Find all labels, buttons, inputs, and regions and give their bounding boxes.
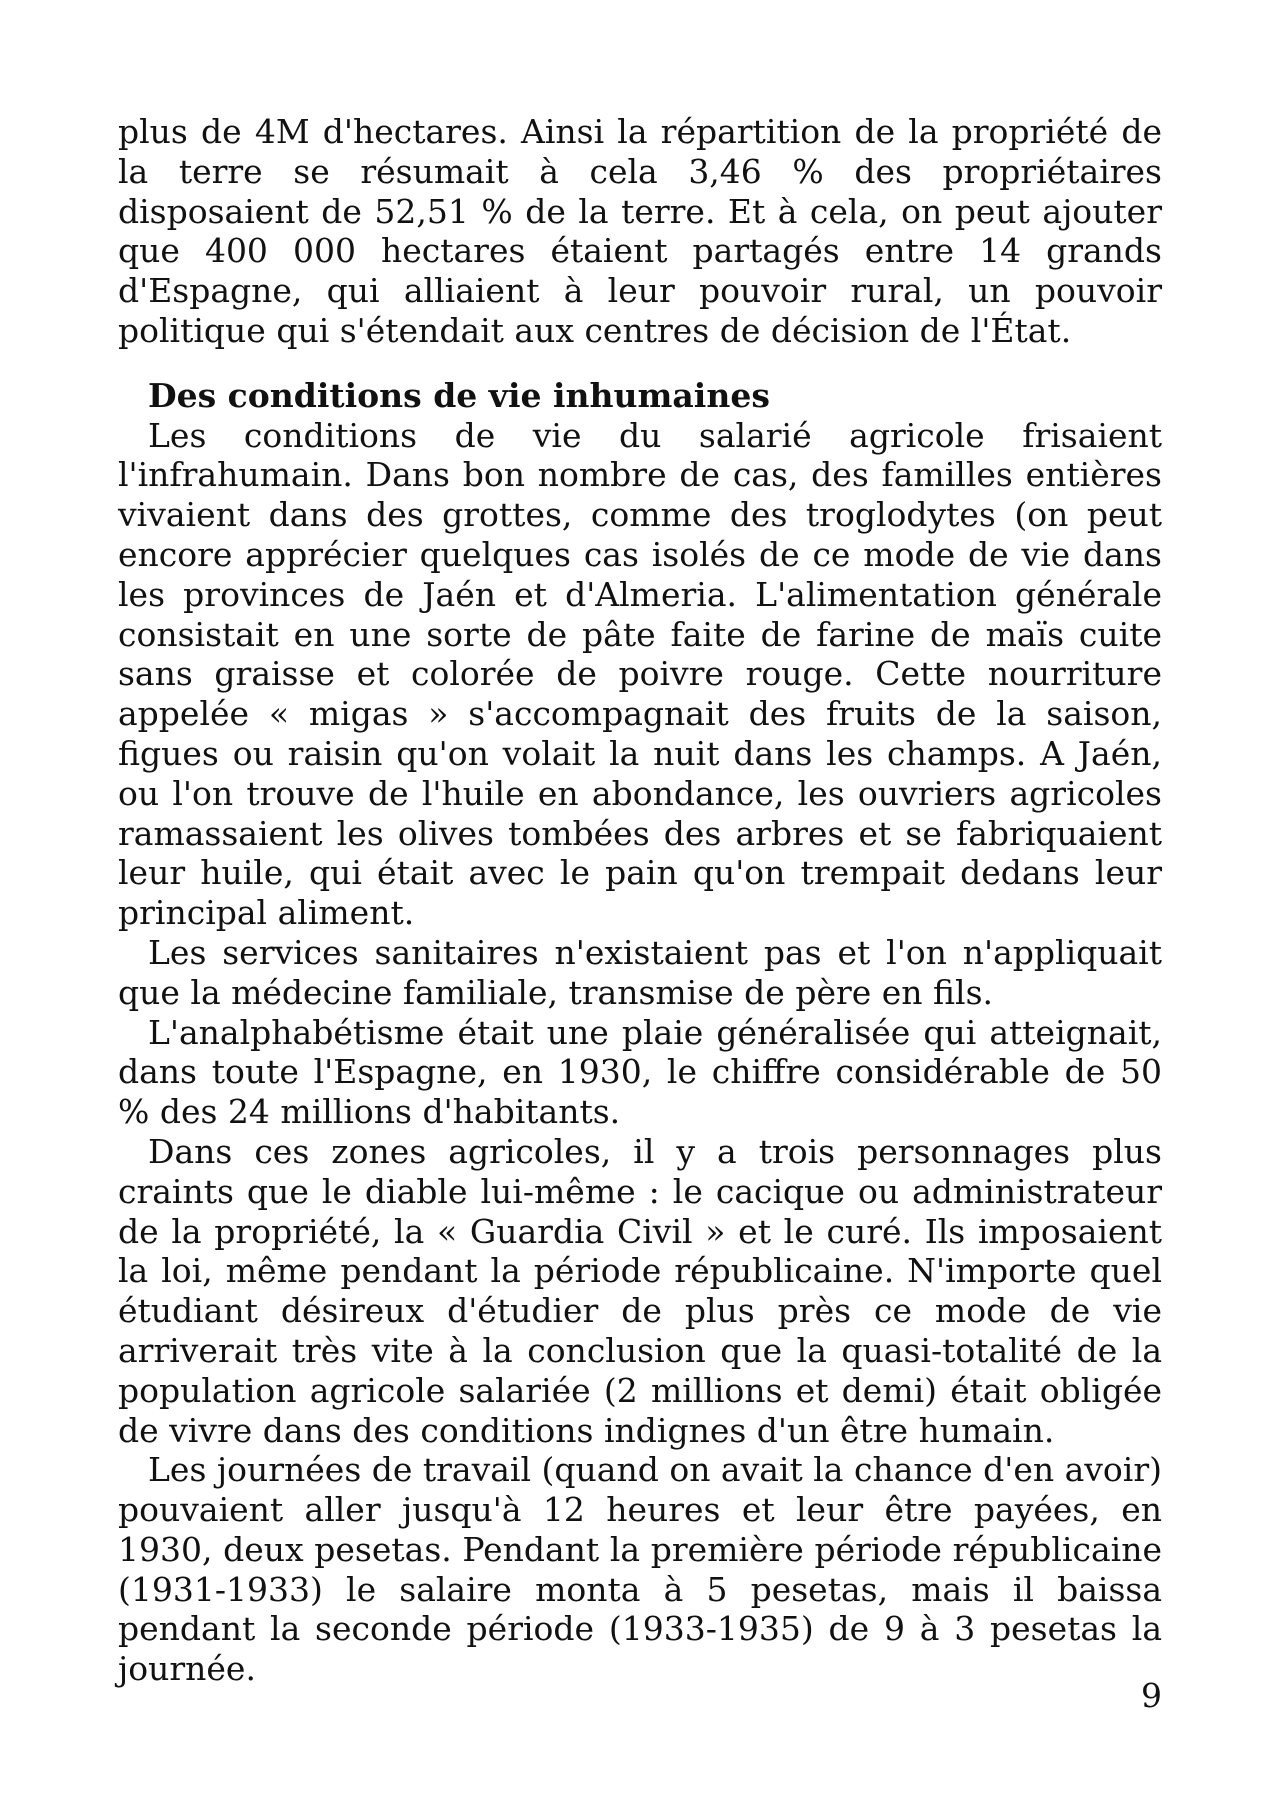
paragraph-working-days: Les journées de travail (quand on avait la chance d'en avoir) pouvaient aller jusqu'à 12 heures et leur être payées, en 1930, deux pesetas. Pendant la première période républicaine (1931-1933) le salaire monta à 5 pesetas, mais il baissa pendant la seconde période (1933-1935) de 9 à 3 pesetas la journée. [118,1450,1162,1689]
paragraph-feared-figures: Dans ces zones agricoles, il y a trois personnages plus craints que le diable lui-même : le cacique ou administrateur de la propriété, la « Guardia Civil » et le curé. Ils imposaient la loi, même pendant la période républicaine. N'importe quel étudiant désireux d'étudier de plus près ce mode de vie arriverait très vite à la conclusion que la quasi-totalité de la population agricole salariée (2 millions et demi) était obligée de vivre dans des conditions indignes d'un être humain. [118,1131,1162,1450]
paragraph-continuation: plus de 4M d'hectares. Ainsi la répartition de la propriété de la terre se résumait à cela 3,46 % des propriétaires disposaient de 52,51 % de la terre. Et à cela, on peut ajouter que 400 000 hectares étaient partagés entre 14 grands d'Espagne, qui alliaient à leur pouvoir rural, un pouvoir politique qui s'étendait aux centres de décision de l'État. [118,112,1162,350]
page-number: 9 [1141,1676,1162,1715]
document-page [118,112,1162,1689]
section-heading: Des conditions de vie inhumaines [148,375,770,415]
paragraph-illiteracy: L'analphabétisme était une plaie généralisée qui atteignait, dans toute l'Espagne, en 1930, le chiffre considérable de 50 % des 24 millions d'habitants. [118,1012,1162,1132]
paragraph-health-services: Les services sanitaires n'existaient pas et l'on n'appliquait que la médecine familiale, transmise de père en fils. [118,932,1162,1012]
paragraph-living-conditions: Les conditions de vie du salarié agricole frisaient l'infrahumain. Dans bon nombre de cas, des familles entières vivaient dans des grottes, comme des troglodytes (on peut encore apprécier quelques cas isolés de ce mode de vie dans les provinces de Jaén et d'Almeria. L'alimentation générale consistait en une sorte de pâte faite de farine de maïs cuite sans graisse et colorée de poivre rouge. Cette nourriture appelée « migas » s'accompagnait des fruits de la saison, figues ou raisin qu'on volait la nuit dans les champs. A Jaén, ou l'on trouve de l'huile en abondance, les ouvriers agricoles ramassaient les olives tombées des arbres et se fabriquaient leur huile, qui était avec le pain qu'on trempait dedans leur principal aliment. [118,415,1162,933]
